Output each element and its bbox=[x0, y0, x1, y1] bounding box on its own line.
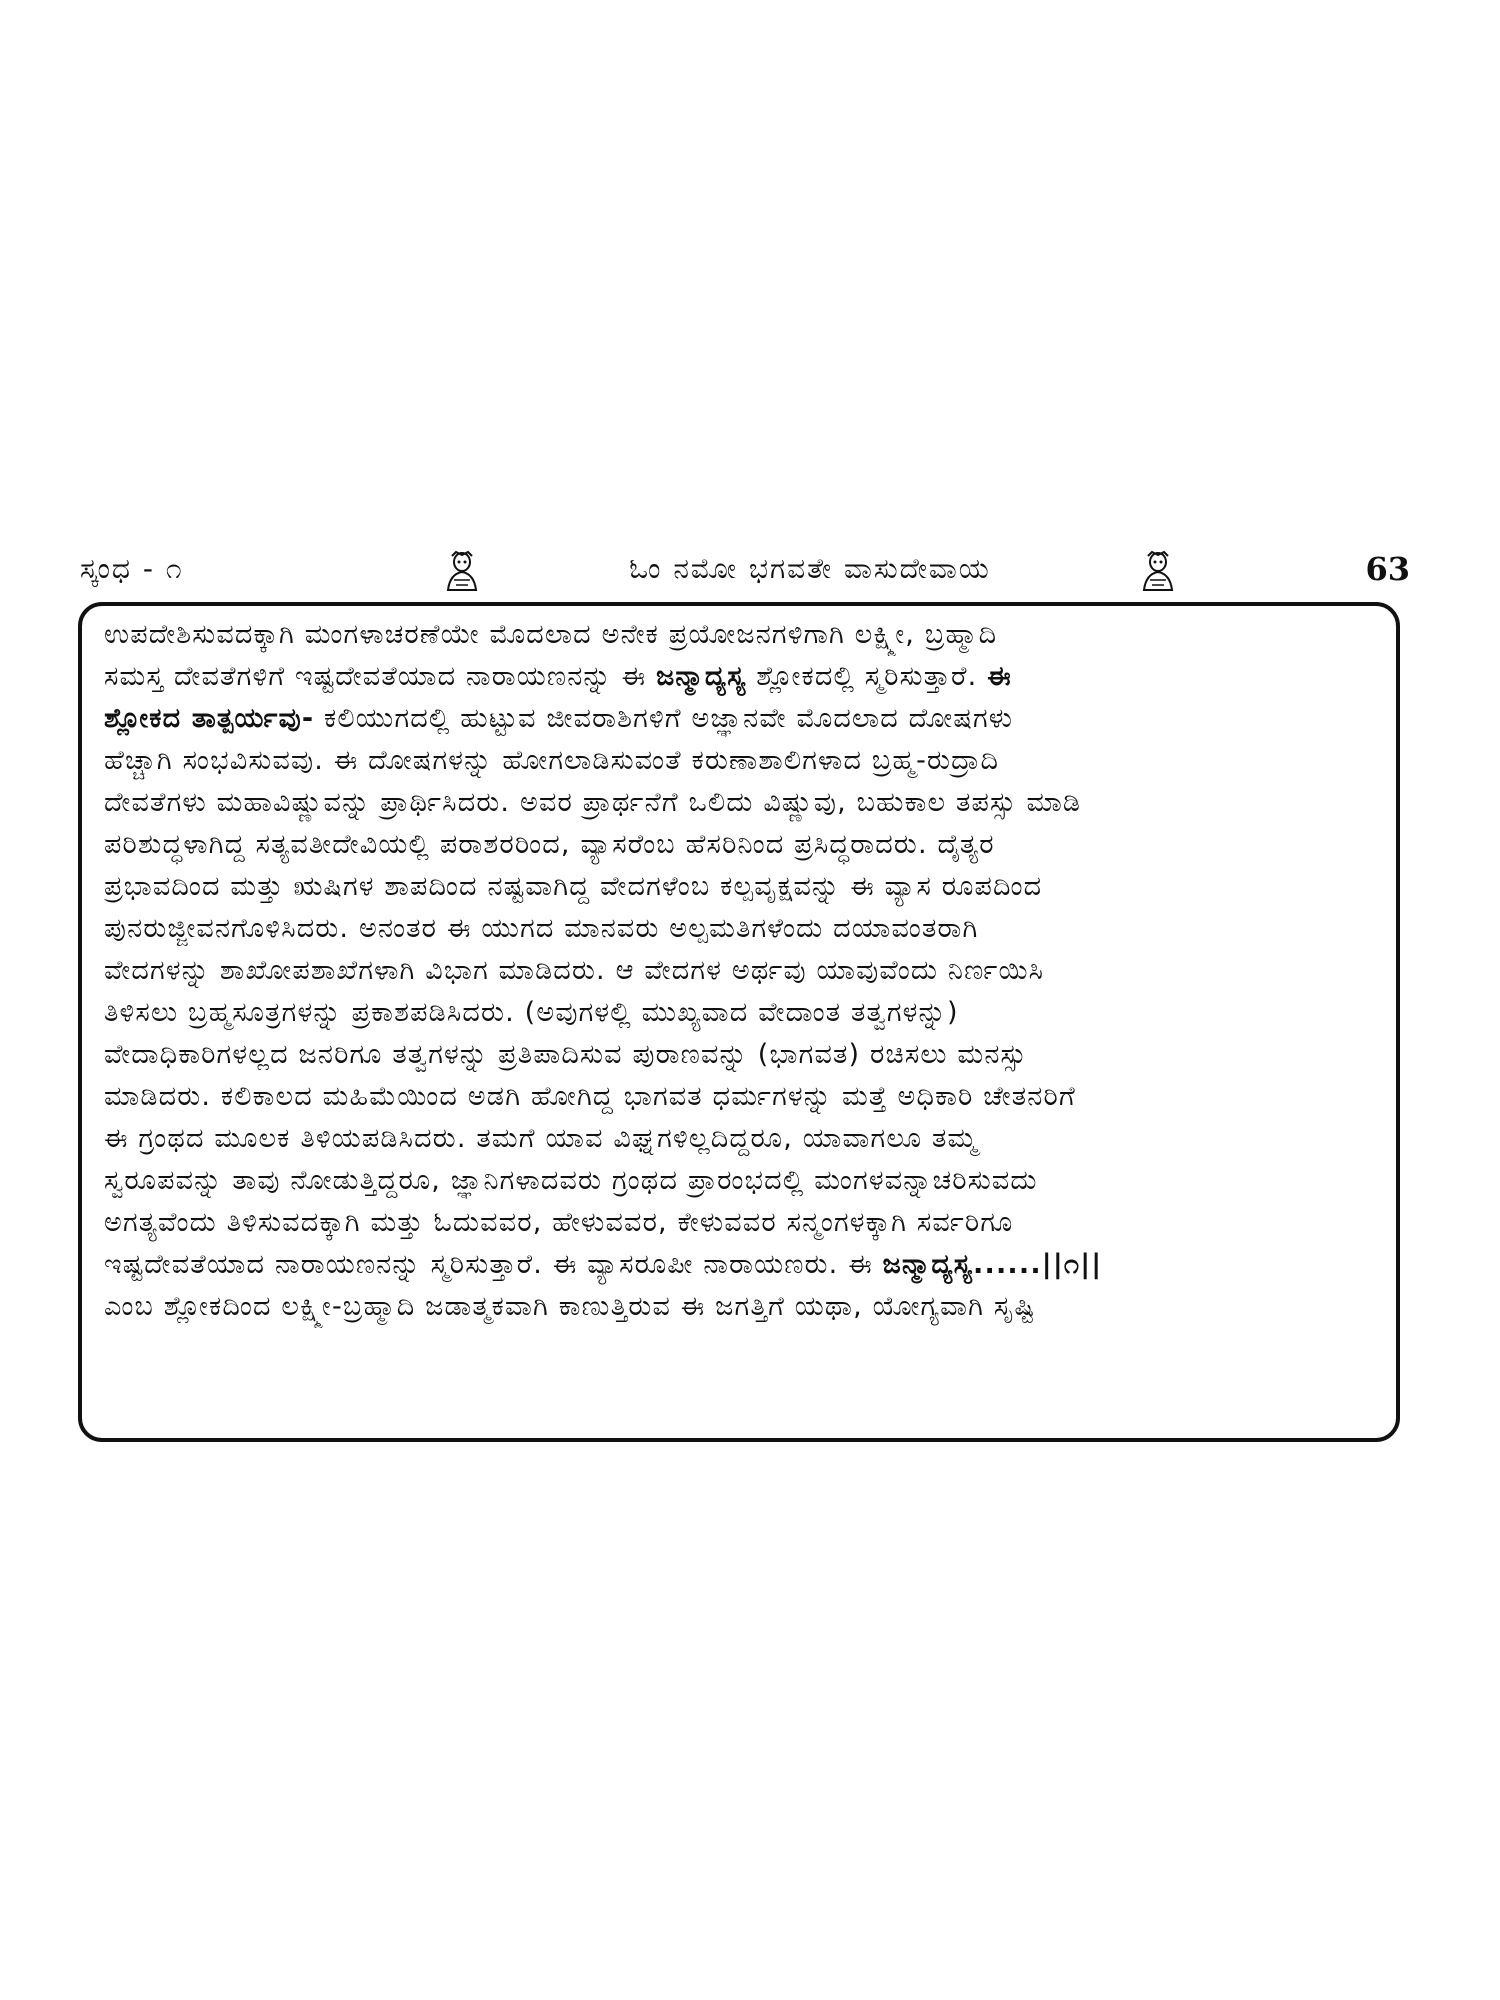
text-line: ಉಪದೇಶಿಸುವದಕ್ಕಾಗಿ ಮಂಗಳಾಚರಣೆಯೇ ಮೊದಲಾದ ಅನೇಕ ಪ್ರಯೋಜನಗಳಿಗಾಗಿ ಲಕ್ಷ್ಮೀ, ಬ್ರಹ್ಮಾದಿ bbox=[104, 619, 998, 650]
bold-text: ಈ bbox=[987, 661, 1012, 692]
text-frame bbox=[78, 602, 1400, 1442]
text-line: ಅಗತ್ಯವೆಂದು ತಿಳಿಸುವದಕ್ಕಾಗಿ ಮತ್ತು ಓದುವವರ, ಹೇಳುವವರ, ಕೇಳುವವರ ಸನ್ಮಂಗಳಕ್ಕಾಗಿ ಸರ್ವರಿಗೂ bbox=[104, 1207, 1014, 1238]
shloka-reference: ಜನ್ಮಾದ್ಯಸ್ಯ......||೧|| bbox=[882, 1249, 1103, 1280]
text-line: ದೇವತೆಗಳು ಮಹಾವಿಷ್ಣುವನ್ನು ಪ್ರಾರ್ಥಿಸಿದರು. ಅವರ ಪ್ರಾರ್ಥನೆಗೆ ಒಲಿದು ವಿಷ್ಣುವು, ಬಹುಕಾಲ ತಪಸ್ಸು ಮಾಡಿ bbox=[104, 787, 1082, 818]
text-line: ತಿಳಿಸಲು ಬ್ರಹ್ಮಸೂತ್ರಗಳನ್ನು ಪ್ರಕಾಶಪಡಿಸಿದರು. (ಅವುಗಳಲ್ಲಿ ಮುಖ್ಯವಾದ ವೇದಾಂತ ತತ್ವಗಳನ್ನು) bbox=[104, 997, 959, 1028]
deity-emblem-icon bbox=[442, 550, 482, 592]
text-line bbox=[104, 698, 1374, 740]
text-line bbox=[104, 656, 1374, 698]
text-line: ಪುನರುಜ್ಜೀವನಗೊಳಿಸಿದರು. ಅನಂತರ ಈ ಯುಗದ ಮಾನವರು ಅಲ್ಪಮತಿಗಳೆಂದು ದಯಾವಂತರಾಗಿ bbox=[104, 913, 979, 944]
text-line: ವೇದಾಧಿಕಾರಿಗಳಲ್ಲದ ಜನರಿಗೂ ತತ್ವಗಳನ್ನು ಪ್ರತಿಪಾದಿಸುವ ಪುರಾಣವನ್ನು (ಭಾಗವತ) ರಚಿಸಲು ಮನಸ್ಸು bbox=[104, 1039, 1028, 1070]
text-line: ಪ್ರಭಾವದಿಂದ ಮತ್ತು ಋಷಿಗಳ ಶಾಪದಿಂದ ನಷ್ಟವಾಗಿದ್ದ ವೇದಗಳೆಂಬ ಕಲ್ಪವೃಕ್ಷವನ್ನು ಈ ವ್ಯಾಸ ರೂಪದಿಂದ bbox=[104, 871, 1043, 902]
page-number: 63 bbox=[1365, 550, 1410, 588]
page-header bbox=[80, 548, 1410, 598]
text-run: ಕಲಿಯುಗದಲ್ಲಿ ಹುಟ್ಟುವ ಜೀವರಾಶಿಗಳಿಗೆ ಅಜ್ಞಾನವೇ ಮೊದಲಾದ ದೋಷಗಳು bbox=[314, 703, 1014, 734]
text-line: ಸ್ವರೂಪವನ್ನು ತಾವು ನೋಡುತ್ತಿದ್ದರೂ, ಜ್ಞಾನಿಗಳಾದವರು ಗ್ರಂಥದ ಪ್ರಾರಂಭದಲ್ಲಿ ಮಂಗಳವನ್ನಾಚರಿಸುವದು bbox=[104, 1165, 1038, 1196]
text-line: ಹೆಚ್ಚಾಗಿ ಸಂಭವಿಸುವವು. ಈ ದೋಷಗಳನ್ನು ಹೋಗಲಾಡಿಸುವಂತೆ ಕರುಣಾಶಾಲಿಗಳಾದ ಬ್ರಹ್ಮ-ರುದ್ರಾದಿ bbox=[104, 745, 1000, 776]
text-line: ಪರಿಶುದ್ಧಳಾಗಿದ್ದ ಸತ್ಯವತೀದೇವಿಯಲ್ಲಿ ಪರಾಶರರಿಂದ, ವ್ಯಾಸರೆಂಬ ಹೆಸರಿನಿಂದ ಪ್ರಸಿದ್ಧರಾದರು. ದೈತ್ಯರ bbox=[104, 829, 995, 860]
mantra-text: ಓಂ ನಮೋ ಭಗವತೇ ವಾಸುದೇವಾಯ bbox=[629, 552, 991, 585]
bold-heading: ಶ್ಲೋಕದ ತಾತ್ಪರ್ಯವು- bbox=[104, 703, 315, 734]
text-line: ಈ ಗ್ರಂಥದ ಮೂಲಕ ತಿಳಿಯಪಡಿಸಿದರು. ತಮಗೆ ಯಾವ ವಿಘ್ನಗಳಿಲ್ಲದಿದ್ದರೂ, ಯಾವಾಗಲೂ ತಮ್ಮ bbox=[104, 1123, 979, 1154]
text-line bbox=[104, 1244, 1374, 1286]
text-line: ಮಾಡಿದರು. ಕಲಿಕಾಲದ ಮಹಿಮೆಯಿಂದ ಅಡಗಿ ಹೋಗಿದ್ದ ಭಾಗವತ ಧರ್ಮಗಳನ್ನು ಮತ್ತೆ ಅಧಿಕಾರಿ ಚೇತನರಿಗೆ bbox=[104, 1081, 1076, 1112]
text-run: ಶ್ಲೋಕದಲ್ಲಿ ಸ್ಮರಿಸುತ್ತಾರೆ. bbox=[746, 661, 988, 692]
text-run: ಇಷ್ಟದೇವತೆಯಾದ ನಾರಾಯಣನನ್ನು ಸ್ಮರಿಸುತ್ತಾರೆ. ಈ ವ್ಯಾಸರೂಪೀ ನಾರಾಯಣರು. ಈ bbox=[104, 1249, 883, 1280]
text-line: ವೇದಗಳನ್ನು ಶಾಖೋಪಶಾಖೆಗಳಾಗಿ ವಿಭಾಗ ಮಾಡಿದರು. ಆ ವೇದಗಳ ಅರ್ಥವು ಯಾವುವೆಂದು ನಿರ್ಣಯಿಸಿ bbox=[104, 955, 1045, 986]
text-line: ಎಂಬ ಶ್ಲೋಕದಿಂದ ಲಕ್ಷ್ಮೀ-ಬ್ರಹ್ಮಾದಿ ಜಡಾತ್ಮಕವಾಗಿ ಕಾಣುತ್ತಿರುವ ಈ ಜಗತ್ತಿಗೆ ಯಥಾ, ಯೋಗ್ಯವಾಗಿ ಸೃಷ್ಟಿ bbox=[104, 1291, 1036, 1322]
mantra-heading bbox=[442, 548, 1178, 598]
section-label: ಸ್ಕಂಧ - ೧ bbox=[80, 552, 184, 585]
shloka-reference: ಜನ್ಮಾದ್ಯಸ್ಯ bbox=[656, 661, 747, 692]
deity-emblem-icon bbox=[1138, 550, 1178, 592]
text-run: ಸಮಸ್ತ ದೇವತೆಗಳಿಗೆ ಇಷ್ಟದೇವತೆಯಾದ ನಾರಾಯಣನನ್ನು ಈ bbox=[104, 661, 657, 692]
